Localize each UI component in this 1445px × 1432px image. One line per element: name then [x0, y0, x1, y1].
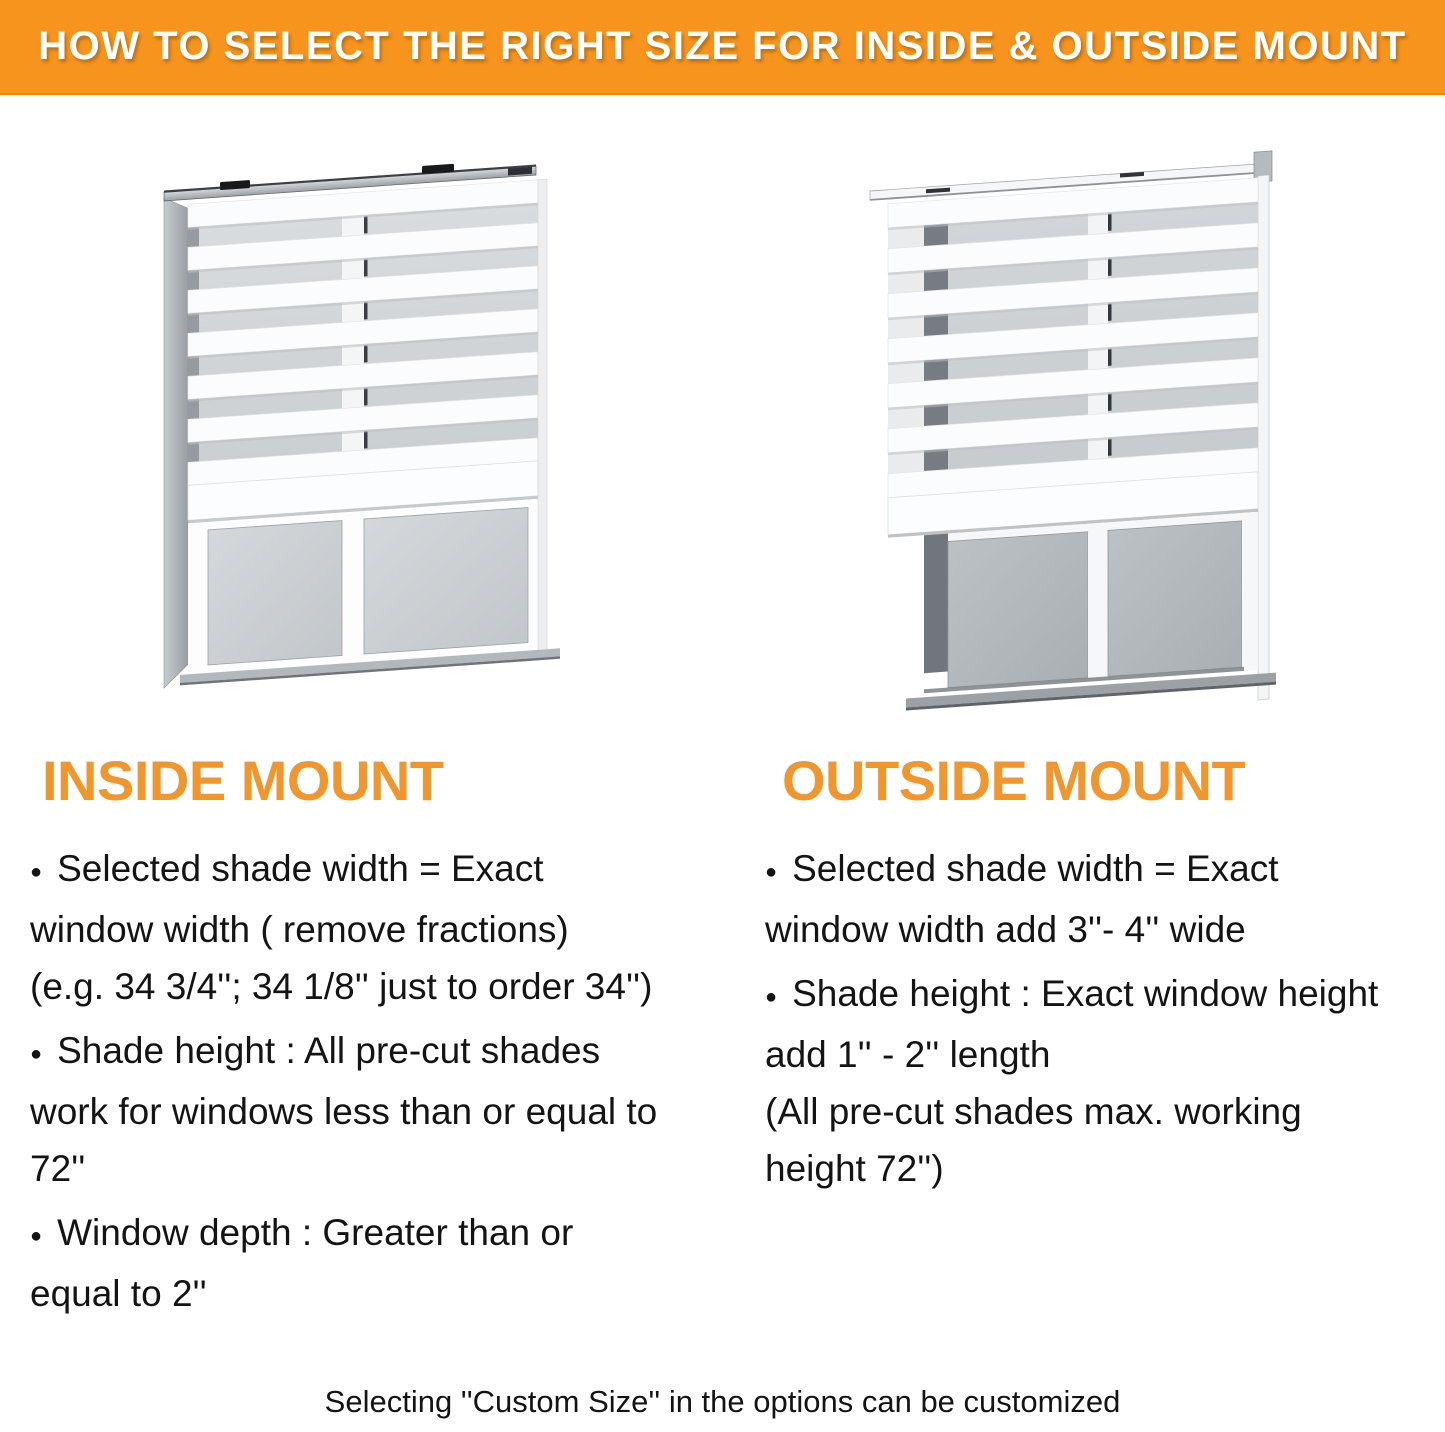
bullet-dot: ●: [30, 1225, 43, 1247]
bullet-text: Shade height : Exact window height: [792, 973, 1379, 1014]
bullet-continuation-line: [30, 1265, 740, 1322]
bullet-text: 72'': [30, 1148, 86, 1189]
bullet-text: Selected shade width = Exact: [792, 848, 1279, 889]
outside-mount-heading: OUTSIDE MOUNT: [782, 749, 1246, 812]
window-frame-left-return: [164, 196, 188, 688]
bullet-continuation-line: [765, 1140, 1437, 1197]
bullet-line: [30, 840, 740, 901]
bullet-line: [765, 965, 1437, 1026]
bullet-continuation-line: [765, 901, 1437, 958]
bullet-dot: ●: [765, 986, 778, 1008]
bullet-text: Window depth : Greater than or: [57, 1212, 574, 1253]
banner-title: HOW TO SELECT THE RIGHT SIZE FOR INSIDE & OUTSIDE MOUNT: [38, 24, 1407, 68]
bullet-text: work for windows less than or equal to: [30, 1091, 658, 1132]
bullet-line: [30, 1204, 740, 1265]
shade-side-rail: [1258, 175, 1269, 700]
bullet-text: window width ( remove fractions): [30, 909, 569, 950]
window-behind-shade: [924, 512, 1258, 693]
zebra-shade-panel: [188, 180, 538, 485]
outside-mount-bullets: [765, 840, 1437, 1197]
bullet-text: add 1'' - 2'' length: [765, 1034, 1051, 1075]
bullet-continuation-line: [765, 1026, 1437, 1083]
window-frame-right-edge: [538, 179, 547, 650]
bullet-text: (e.g. 34 3/4''; 34 1/8'' just to order 34''): [30, 966, 653, 1007]
bullet-dot: ●: [765, 861, 778, 883]
bullet-continuation-line: [30, 1140, 740, 1197]
inside-mount-window-illustration: [160, 158, 560, 714]
inside-mount-bullets: [30, 840, 740, 1322]
banner: [0, 0, 1445, 95]
bullet-dot: ●: [30, 1043, 43, 1065]
bullet-continuation-line: [30, 901, 740, 958]
bullet-dot: ●: [30, 861, 43, 883]
window-glass-panes: [188, 499, 538, 674]
outside-mount-window-illustration: [864, 145, 1276, 727]
bullet-text: window width add 3''- 4'' wide: [765, 909, 1246, 950]
inside-mount-heading: INSIDE MOUNT: [42, 749, 444, 812]
bullet-continuation-line: [765, 1083, 1437, 1140]
bullet-text: height 72''): [765, 1148, 944, 1189]
footer-note: Selecting ''Custom Size'' in the options can be customized: [324, 1384, 1121, 1419]
bullet-text: Shade height : All pre-cut shades: [57, 1030, 601, 1071]
bullet-text: Selected shade width = Exact: [57, 848, 544, 889]
bullet-text: equal to 2'': [30, 1273, 207, 1314]
bullet-continuation-line: [30, 958, 740, 1015]
bullet-text: (All pre-cut shades max. working: [765, 1091, 1302, 1132]
bullet-line: [30, 1022, 740, 1083]
bullet-continuation-line: [30, 1083, 740, 1140]
bullet-line: [765, 840, 1437, 901]
zebra-shade-panel: [888, 178, 1258, 498]
